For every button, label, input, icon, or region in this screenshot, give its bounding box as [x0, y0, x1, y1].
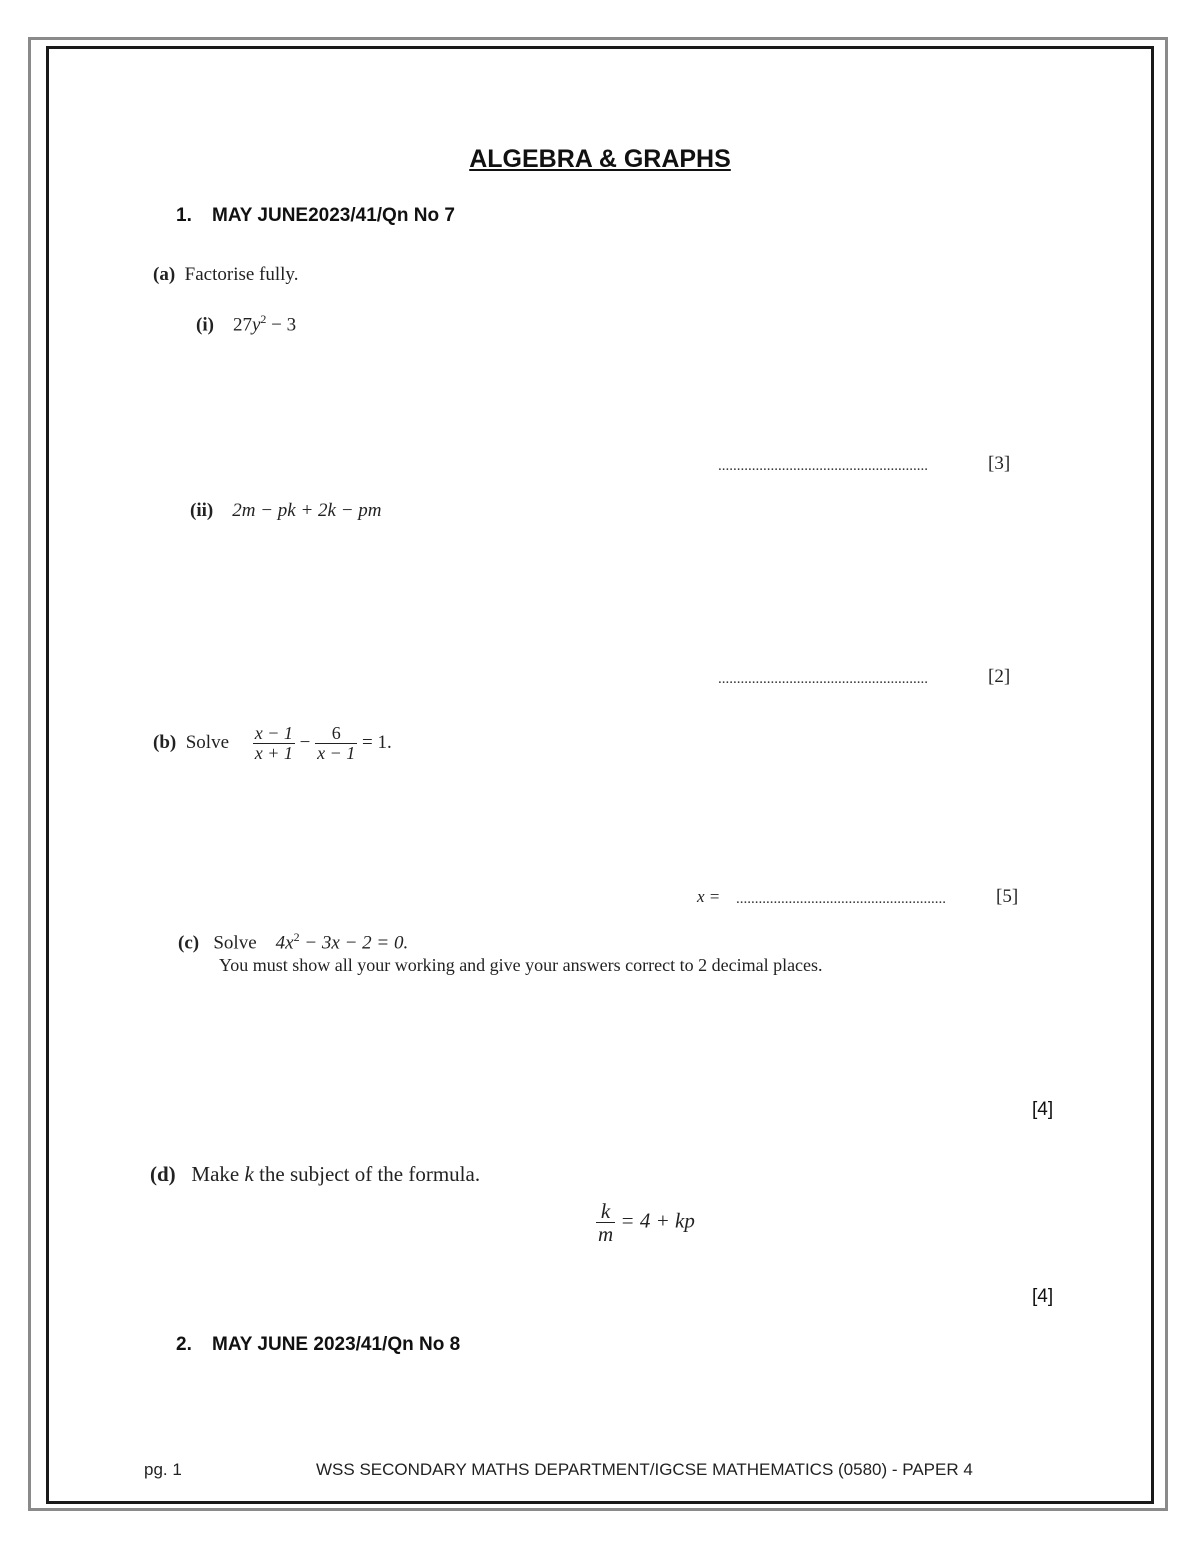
part-d-rhs: = 4 + kp [620, 1208, 695, 1233]
part-a [153, 264, 298, 286]
part-a-i-variable: y [251, 314, 261, 336]
marks-b: [5] [996, 886, 1019, 907]
part-d-fraction [596, 1200, 615, 1245]
marks-a-ii: [2] [988, 666, 1011, 687]
part-b-verb: Solve [185, 731, 230, 753]
part-b-label: (b) [153, 731, 177, 753]
marks-d: [4] [1032, 1286, 1054, 1307]
question-2-heading [176, 1334, 460, 1356]
part-d [150, 1162, 480, 1187]
question-1-heading [176, 205, 455, 227]
part-c-verb: Solve [213, 932, 257, 954]
part-a-i-exponent: 2 [260, 312, 267, 326]
answer-line-a-ii[interactable]: ........................................................ [718, 671, 928, 687]
part-a-i-coefficient: 27 [232, 314, 252, 336]
part-d-formula [596, 1200, 695, 1245]
part-b-fraction-1 [253, 724, 295, 763]
part-d-instruction-pre: Make [191, 1162, 240, 1186]
part-d-fraction-numerator: k [600, 1199, 611, 1223]
question-1-title: MAY JUNE2023/41/Qn No 7 [212, 205, 455, 226]
answer-line-a-i[interactable]: ........................................................ [718, 458, 928, 474]
part-c [178, 930, 408, 954]
part-b-answer-prefix: x = [697, 887, 721, 906]
part-c-eq-rest: − 3x − 2 = 0. [299, 932, 409, 954]
marks-c: [4] [1032, 1099, 1054, 1120]
part-b-fraction-2-numerator: 6 [331, 723, 341, 743]
question-2-number: 2. [176, 1334, 192, 1355]
part-a-ii [190, 500, 382, 522]
part-c-instruction: You must show all your working and give your answers correct to 2 decimal places. [219, 955, 823, 975]
part-c-eq-exp: 2 [293, 930, 300, 944]
part-a-instruction: Factorise fully. [184, 264, 299, 285]
question-1-number: 1. [176, 205, 192, 226]
part-a-ii-label: (ii) [190, 500, 214, 521]
part-b [153, 724, 392, 763]
part-a-i-rest: − 3 [266, 314, 297, 336]
footer-page-number: pg. 1 [144, 1460, 182, 1479]
part-d-fraction-denominator: m [598, 1222, 614, 1247]
page-title: ALGEBRA & GRAPHS [469, 145, 731, 173]
part-d-label: (d) [150, 1162, 176, 1186]
answer-line-b[interactable]: ........................................................ [736, 891, 946, 907]
part-c-label: (c) [178, 932, 200, 954]
part-b-minus: − [299, 731, 311, 753]
question-2-title: MAY JUNE 2023/41/Qn No 8 [212, 1334, 461, 1355]
part-a-ii-expression: 2m − pk + 2k − pm [232, 500, 382, 521]
part-b-fraction-1-numerator: x − 1 [254, 723, 293, 743]
part-b-fraction-2-denominator: x − 1 [317, 742, 356, 763]
part-c-eq-coef: 4x [275, 932, 294, 954]
part-d-instruction-post: the subject of the formula. [259, 1162, 481, 1186]
part-b-fraction-1-denominator: x + 1 [254, 742, 293, 763]
footer-text: WSS SECONDARY MATHS DEPARTMENT/IGCSE MATHEMATICS (0580) - PAPER 4 [316, 1460, 973, 1479]
marks-a-i: [3] [988, 453, 1011, 474]
part-a-i [196, 312, 296, 336]
part-a-label: (a) [153, 264, 176, 285]
part-b-fraction-2 [315, 724, 357, 763]
part-a-i-label: (i) [196, 314, 214, 336]
part-d-instruction-var: k [244, 1162, 254, 1186]
part-b-equals: = 1. [362, 731, 392, 753]
